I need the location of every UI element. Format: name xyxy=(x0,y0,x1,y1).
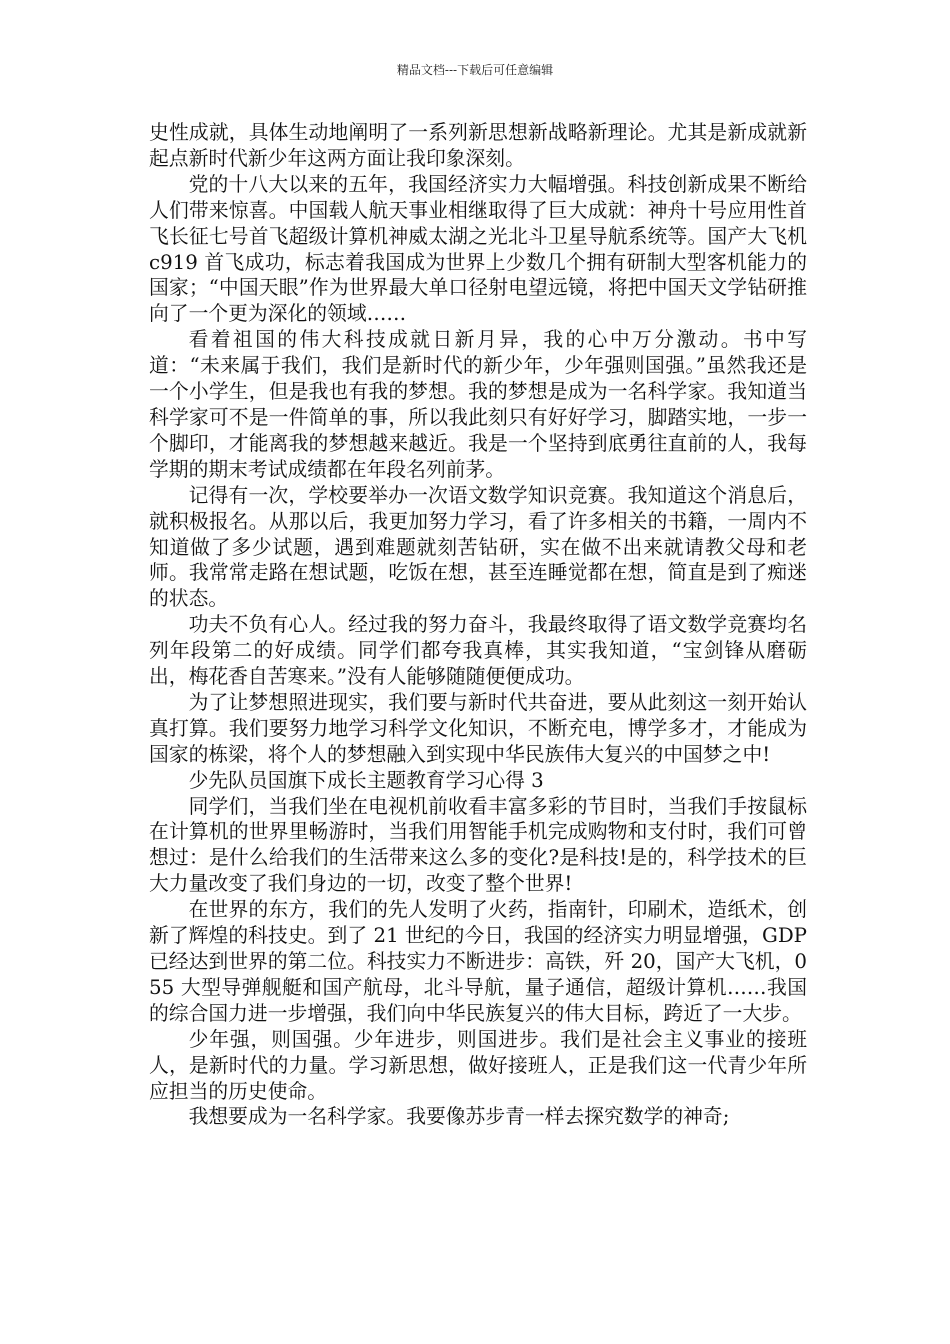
paragraph-4: 记得有一次，学校要举办一次语文数学知识竞赛。我知道这个消息后，就积极报名。从那以后，我更加努力学习，看了许多相关的书籍，一周内不知道做了多少试题，遇到难题就刻苦钻研，实在做不出来就请教父母和老师。我常常走路在想试题，吃饭在想，甚至连睡觉都在想，简直是到了痴迷的状态。 xyxy=(149,483,807,611)
paragraph-2: 党的十八大以来的五年，我国经济实力大幅增强。科技创新成果不断给人们带来惊喜。中国载人航天事业相继取得了巨大成就：神舟十号应用性首飞长征七号首飞超级计算机神威太湖之光北斗卫星导航系统等。国产大飞机 c919 首飞成功，标志着我国成为世界上少数几个拥有研制大型客机能力的国家；“中国天眼”作为世界最大单口径射电望远镜，将把中国天文学钻研推向了一个更为深化的领域…… xyxy=(149,172,807,326)
paragraph-3: 看着祖国的伟大科技成就日新月异，我的心中万分激动。书中写道：“未来属于我们，我们是新时代的新少年，少年强则国强。”虽然我还是一个小学生，但是我也有我的梦想。我的梦想是成为一名科学家。我知道当科学家可不是一件简单的事，所以我此刻只有好好学习，脚踏实地，一步一个脚印，才能离我的梦想越来越近。我是一个坚持到底勇往直前的人，我每学期的期末考试成绩都在年段名列前茅。 xyxy=(149,328,807,481)
paragraph-8: 在世界的东方，我们的先人发明了火药，指南针，印刷术，造纸术，创新了辉煌的科技史。到了 21 世纪的今日，我国的经济实力明显增强，GDP 已经达到世界的第二位。科技实力不断进步：高铁，歼 20，国产大飞机，055 大型导弹舰艇和国产航母，北斗导航，量子通信，超级计算机……我国的综合国力进一步增强，我们向中华民族复兴的伟大目标，跨近了一大步。 xyxy=(149,898,807,1025)
document-body xyxy=(149,120,807,1130)
paragraph-1: 史性成就，具体生动地阐明了一系列新思想新战略新理论。尤其是新成就新起点新时代新少年这两方面让我印象深刻。 xyxy=(149,121,807,170)
section-heading: 少先队员国旗下成长主题教育学习心得 3 xyxy=(188,768,544,792)
paragraph-7: 同学们，当我们坐在电视机前收看丰富多彩的节目时，当我们手按鼠标在计算机的世界里畅游时，当我们用智能手机完成购物和支付时，我们可曾想过：是什么给我们的生活带来这么多的变化?是科技!是的，科学技术的巨大力量改变了我们身边的一切，改变了整个世界! xyxy=(149,794,807,896)
paragraph-6: 为了让梦想照进现实，我们要与新时代共奋进，要从此刻这一刻开始认真打算。我们要努力地学习科学文化知识，不断充电，博学多才，才能成为国家的栋梁，将个人的梦想融入到实现中华民族伟大复兴的中国梦之中! xyxy=(149,690,807,766)
paragraph-5: 功夫不负有心人。经过我的努力奋斗，我最终取得了语文数学竞赛均名列年段第二的好成绩。同学们都夸我真棒，其实我知道，“宝剑锋从磨砺出，梅花香自苦寒来。”没有人能够随随便便成功。 xyxy=(149,613,807,689)
page-header: 精品文档---下载后可任意编辑 xyxy=(396,63,554,77)
paragraph-9: 少年强，则国强。少年进步，则国进步。我们是社会主义事业的接班人，是新时代的力量。学习新思想，做好接班人，正是我们这一代青少年所应担当的历史使命。 xyxy=(149,1027,807,1103)
paragraph-10: 我想要成为一名科学家。我要像苏步青一样去探究数学的神奇; xyxy=(188,1105,730,1129)
